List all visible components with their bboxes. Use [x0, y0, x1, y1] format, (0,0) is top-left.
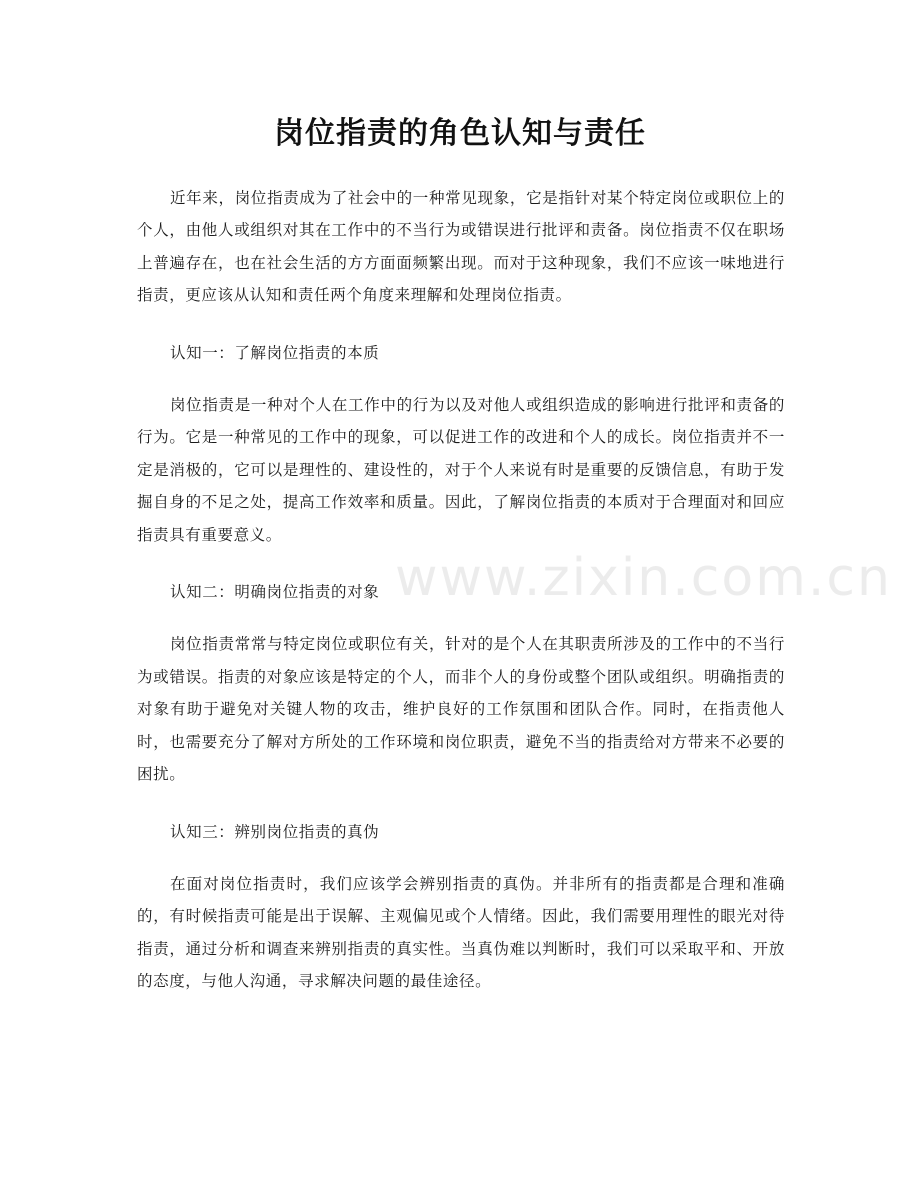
document-body [137, 182, 785, 998]
section-paragraph-2: 岗位指责常常与特定岗位或职位有关，针对的是个人在其职责所涉及的工作中的不当行为或错误。指责的对象应该是特定的个人，而非个人的身份或整个团队或组织。明确指责的对象有助于避免对关键人物的攻击，维护良好的工作氛围和团队合作。同时，在指责他人时，也需要充分了解对方所处的工作环境和岗位职责，避免不当的指责给对方带来不必要的困扰。 [137, 635, 785, 784]
section-paragraph-3: 在面对岗位指责时，我们应该学会辨别指责的真伪。并非所有的指责都是合理和准确的，有时候指责可能是出于误解、主观偏见或个人情绪。因此，我们需要用理性的眼光对待指责，通过分析和调查来辨别指责的真实性。当真伪难以判断时，我们可以采取平和、开放的态度，与他人沟通，寻求解决问题的最佳途径。 [137, 874, 785, 991]
section-heading-2: 认知二：明确岗位指责的对象 [170, 583, 380, 602]
section-heading-1: 认知一：了解岗位指责的本质 [170, 343, 380, 362]
section-paragraph-1: 岗位指责是一种对个人在工作中的行为以及对他人或组织造成的影响进行批评和责备的行为。它是一种常见的工作中的现象，可以促进工作的改进和个人的成长。岗位指责并不一定是消极的，它可以是理性的、建设性的，对于个人来说有时是重要的反馈信息，有助于发掘自身的不足之处，提高工作效率和质量。因此，了解岗位指责的本质对于合理面对和回应指责具有重要意义。 [137, 396, 785, 544]
intro-paragraph: 近年来，岗位指责成为了社会中的一种常见现象，它是指针对某个特定岗位或职位上的个人，由他人或组织对其在工作中的不当行为或错误进行批评和责备。岗位指责不仅在职场上普遍存在，也在社会生活的方方面面频繁出现。而对于这种现象，我们不应该一味地进行指责，更应该从认知和责任两个角度来理解和处理岗位指责。 [137, 189, 785, 305]
watermark: www.zixin.com.cn [395, 548, 892, 608]
section-heading-3: 认知三：辨别岗位指责的真伪 [170, 822, 380, 841]
document-title: 岗位指责的角色认知与责任 [274, 116, 646, 151]
